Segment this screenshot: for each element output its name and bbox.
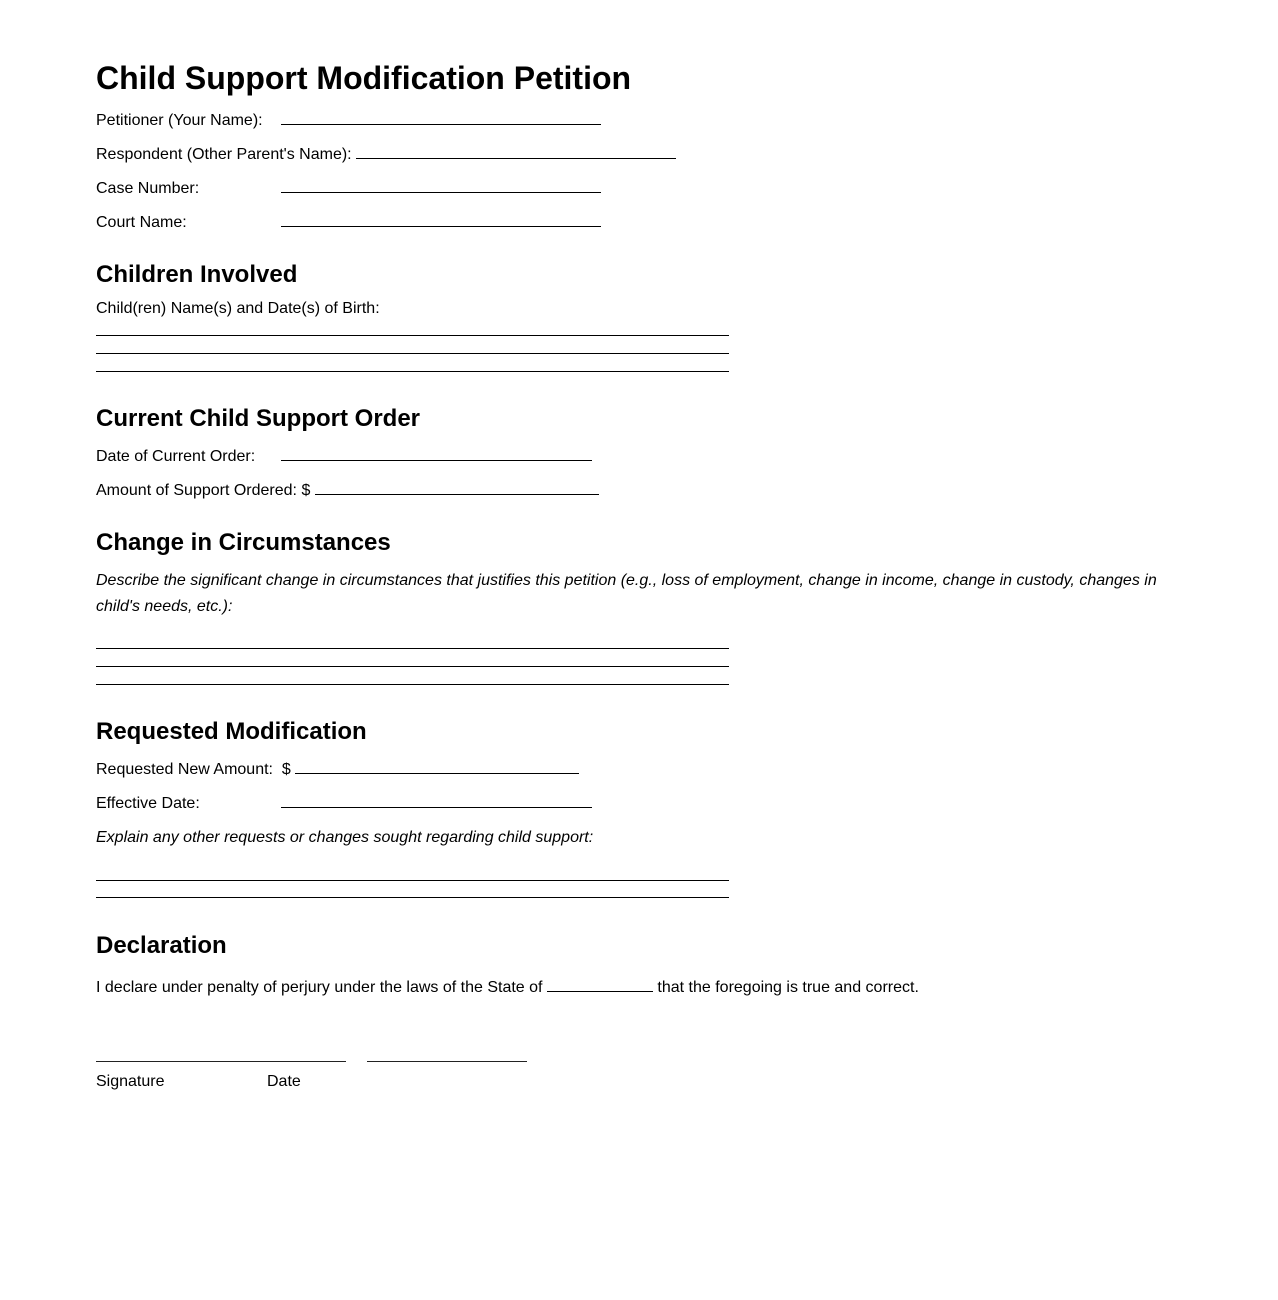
case-number-field-row [96, 175, 601, 199]
petitioner-field-row [96, 107, 601, 131]
change-heading: Change in Circumstances [96, 529, 391, 556]
page-title: Child Support Modification Petition [96, 60, 632, 96]
declaration-heading: Declaration [96, 932, 227, 959]
petitioner-input[interactable] [281, 107, 601, 125]
children-line-2[interactable] [96, 353, 729, 354]
respondent-field-row [96, 141, 676, 165]
declaration-text-after: that the foregoing is true and correct. [657, 979, 919, 996]
support-amount-input[interactable] [315, 477, 599, 495]
other-requests-line-2[interactable] [96, 897, 729, 898]
current-order-date-label: Date of Current Order: [96, 448, 256, 465]
current-order-heading: Current Child Support Order [96, 405, 420, 432]
current-order-date-row [96, 443, 592, 467]
children-line-3[interactable] [96, 371, 729, 372]
change-line-1[interactable] [96, 648, 729, 649]
support-amount-label: Amount of Support Ordered: $ [96, 482, 311, 499]
declaration-text-before: I declare under penalty of perjury under the laws of the State of [96, 979, 543, 996]
case-number-label: Case Number: [96, 180, 200, 197]
change-line-3[interactable] [96, 684, 729, 685]
children-line-1[interactable] [96, 335, 729, 336]
effective-date-input[interactable] [281, 790, 592, 808]
state-input[interactable] [547, 974, 653, 992]
court-name-input[interactable] [281, 209, 601, 227]
respondent-input[interactable] [356, 141, 676, 159]
court-name-field-row [96, 209, 601, 233]
effective-date-label: Effective Date: [96, 795, 200, 812]
other-requests-line-1[interactable] [96, 880, 729, 881]
declaration-statement [96, 974, 919, 998]
requested-amount-input[interactable] [295, 756, 579, 774]
support-amount-row [96, 477, 599, 501]
signature-line[interactable] [96, 1061, 346, 1062]
change-line-2[interactable] [96, 666, 729, 667]
change-prompt: Describe the significant change in circumstances that justifies this petition (e.g., loss of employment, change in income, change in custody, changes in child's needs, etc.): [96, 572, 1157, 615]
other-requests-prompt: Explain any other requests or changes sought regarding child support: [96, 829, 594, 846]
children-prompt: Child(ren) Name(s) and Date(s) of Birth: [96, 300, 380, 317]
respondent-label: Respondent (Other Parent's Name): [96, 146, 352, 163]
date-line[interactable] [367, 1061, 527, 1062]
petitioner-label: Petitioner (Your Name): [96, 112, 263, 129]
court-name-label: Court Name: [96, 214, 187, 231]
requested-amount-row [96, 756, 579, 780]
current-order-date-input[interactable] [281, 443, 592, 461]
children-heading: Children Involved [96, 261, 298, 288]
case-number-input[interactable] [281, 175, 601, 193]
effective-date-row [96, 790, 592, 814]
requested-amount-label: Requested New Amount: $ [96, 761, 291, 778]
signature-label: Signature [96, 1073, 165, 1090]
date-label: Date [267, 1073, 301, 1090]
requested-heading: Requested Modification [96, 718, 367, 745]
